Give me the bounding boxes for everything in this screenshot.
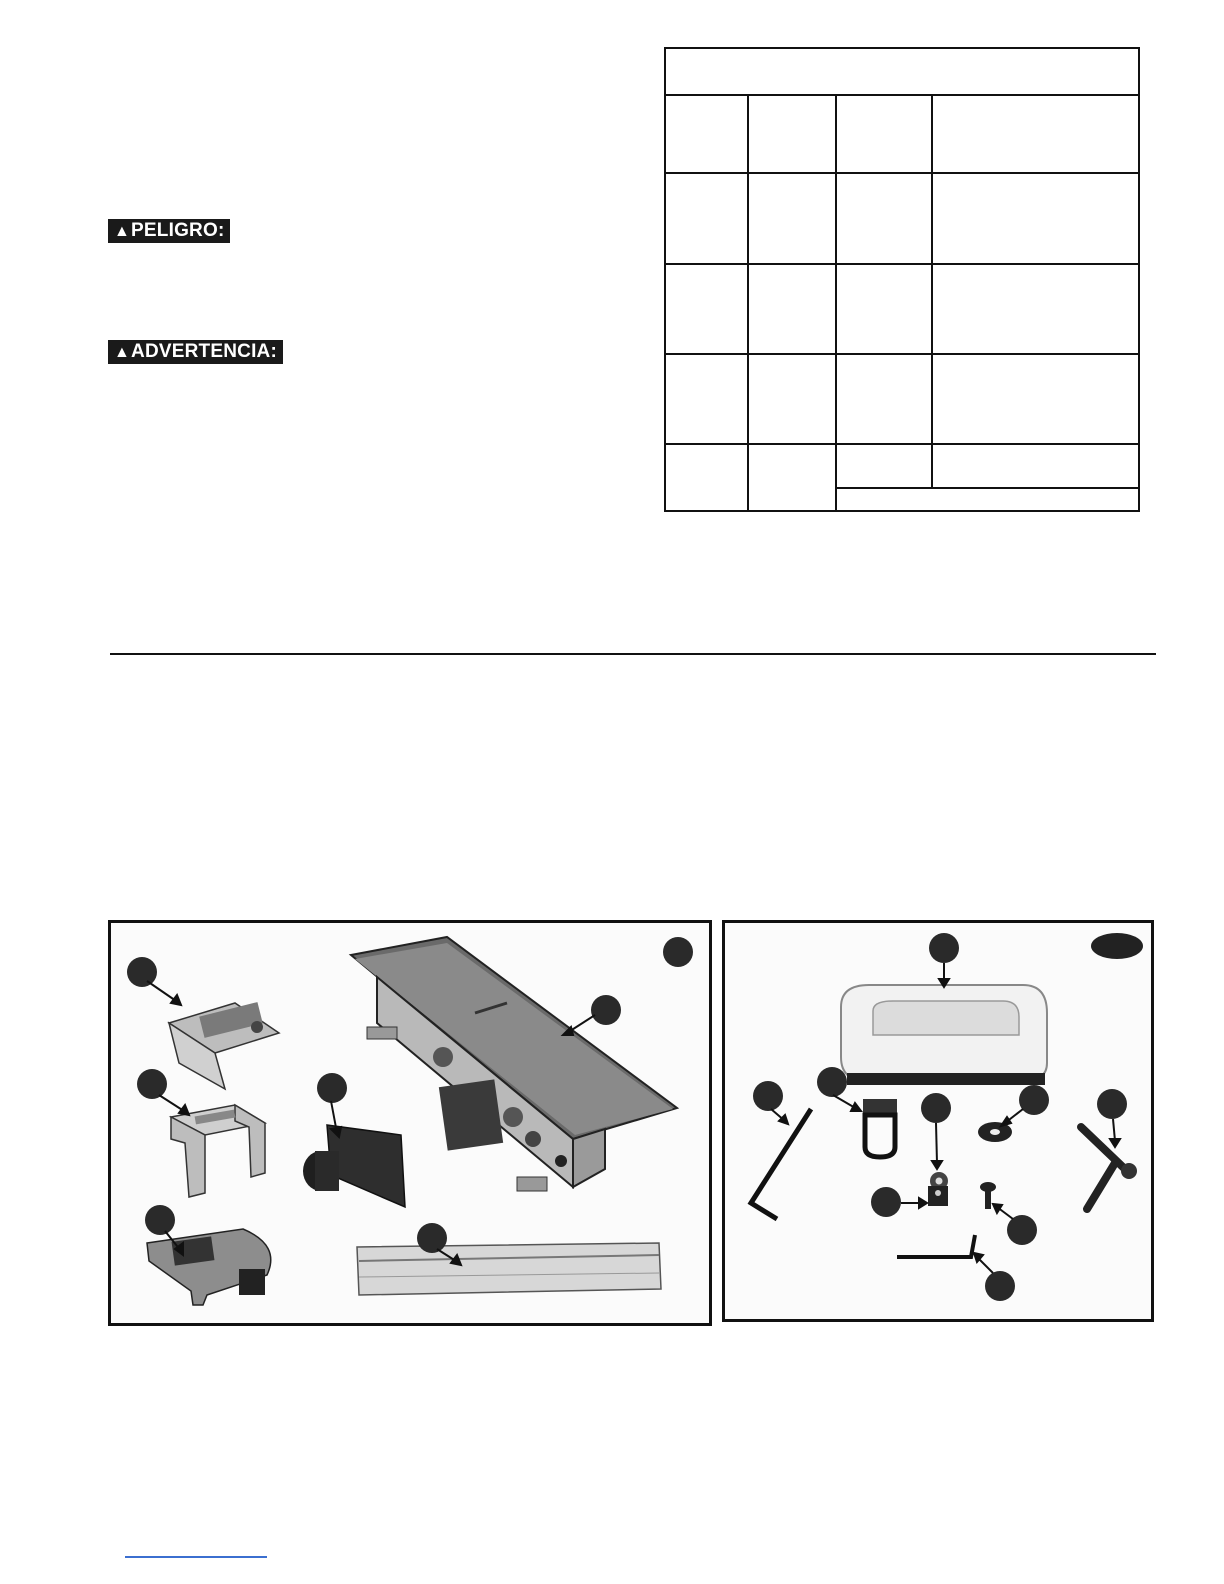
section-rule (110, 653, 1156, 655)
warning-label: ADVERTENCIA: (131, 341, 278, 362)
warning-badge (108, 340, 283, 364)
footer-link-underline[interactable] (125, 1556, 267, 1558)
danger-label: PELIGRO: (131, 220, 225, 241)
leader-arrows (111, 923, 711, 1323)
table-row-divider (666, 172, 1138, 174)
leader-arrows (725, 923, 1155, 1323)
warning-triangle-icon: ▲ (114, 344, 131, 361)
table-col-divider (931, 94, 933, 487)
warning-triangle-icon: ▲ (114, 223, 131, 240)
table-col-divider (835, 94, 837, 510)
table-col-divider (747, 94, 749, 510)
figure-panel-right (722, 920, 1154, 1322)
table-row-divider (666, 263, 1138, 265)
table-row-divider (666, 353, 1138, 355)
spec-table (664, 47, 1140, 512)
table-row-divider (835, 487, 1138, 489)
table-row-divider (666, 443, 1138, 445)
danger-badge (108, 219, 230, 243)
figure-panel-left (108, 920, 712, 1326)
table-header-divider (666, 94, 1138, 96)
